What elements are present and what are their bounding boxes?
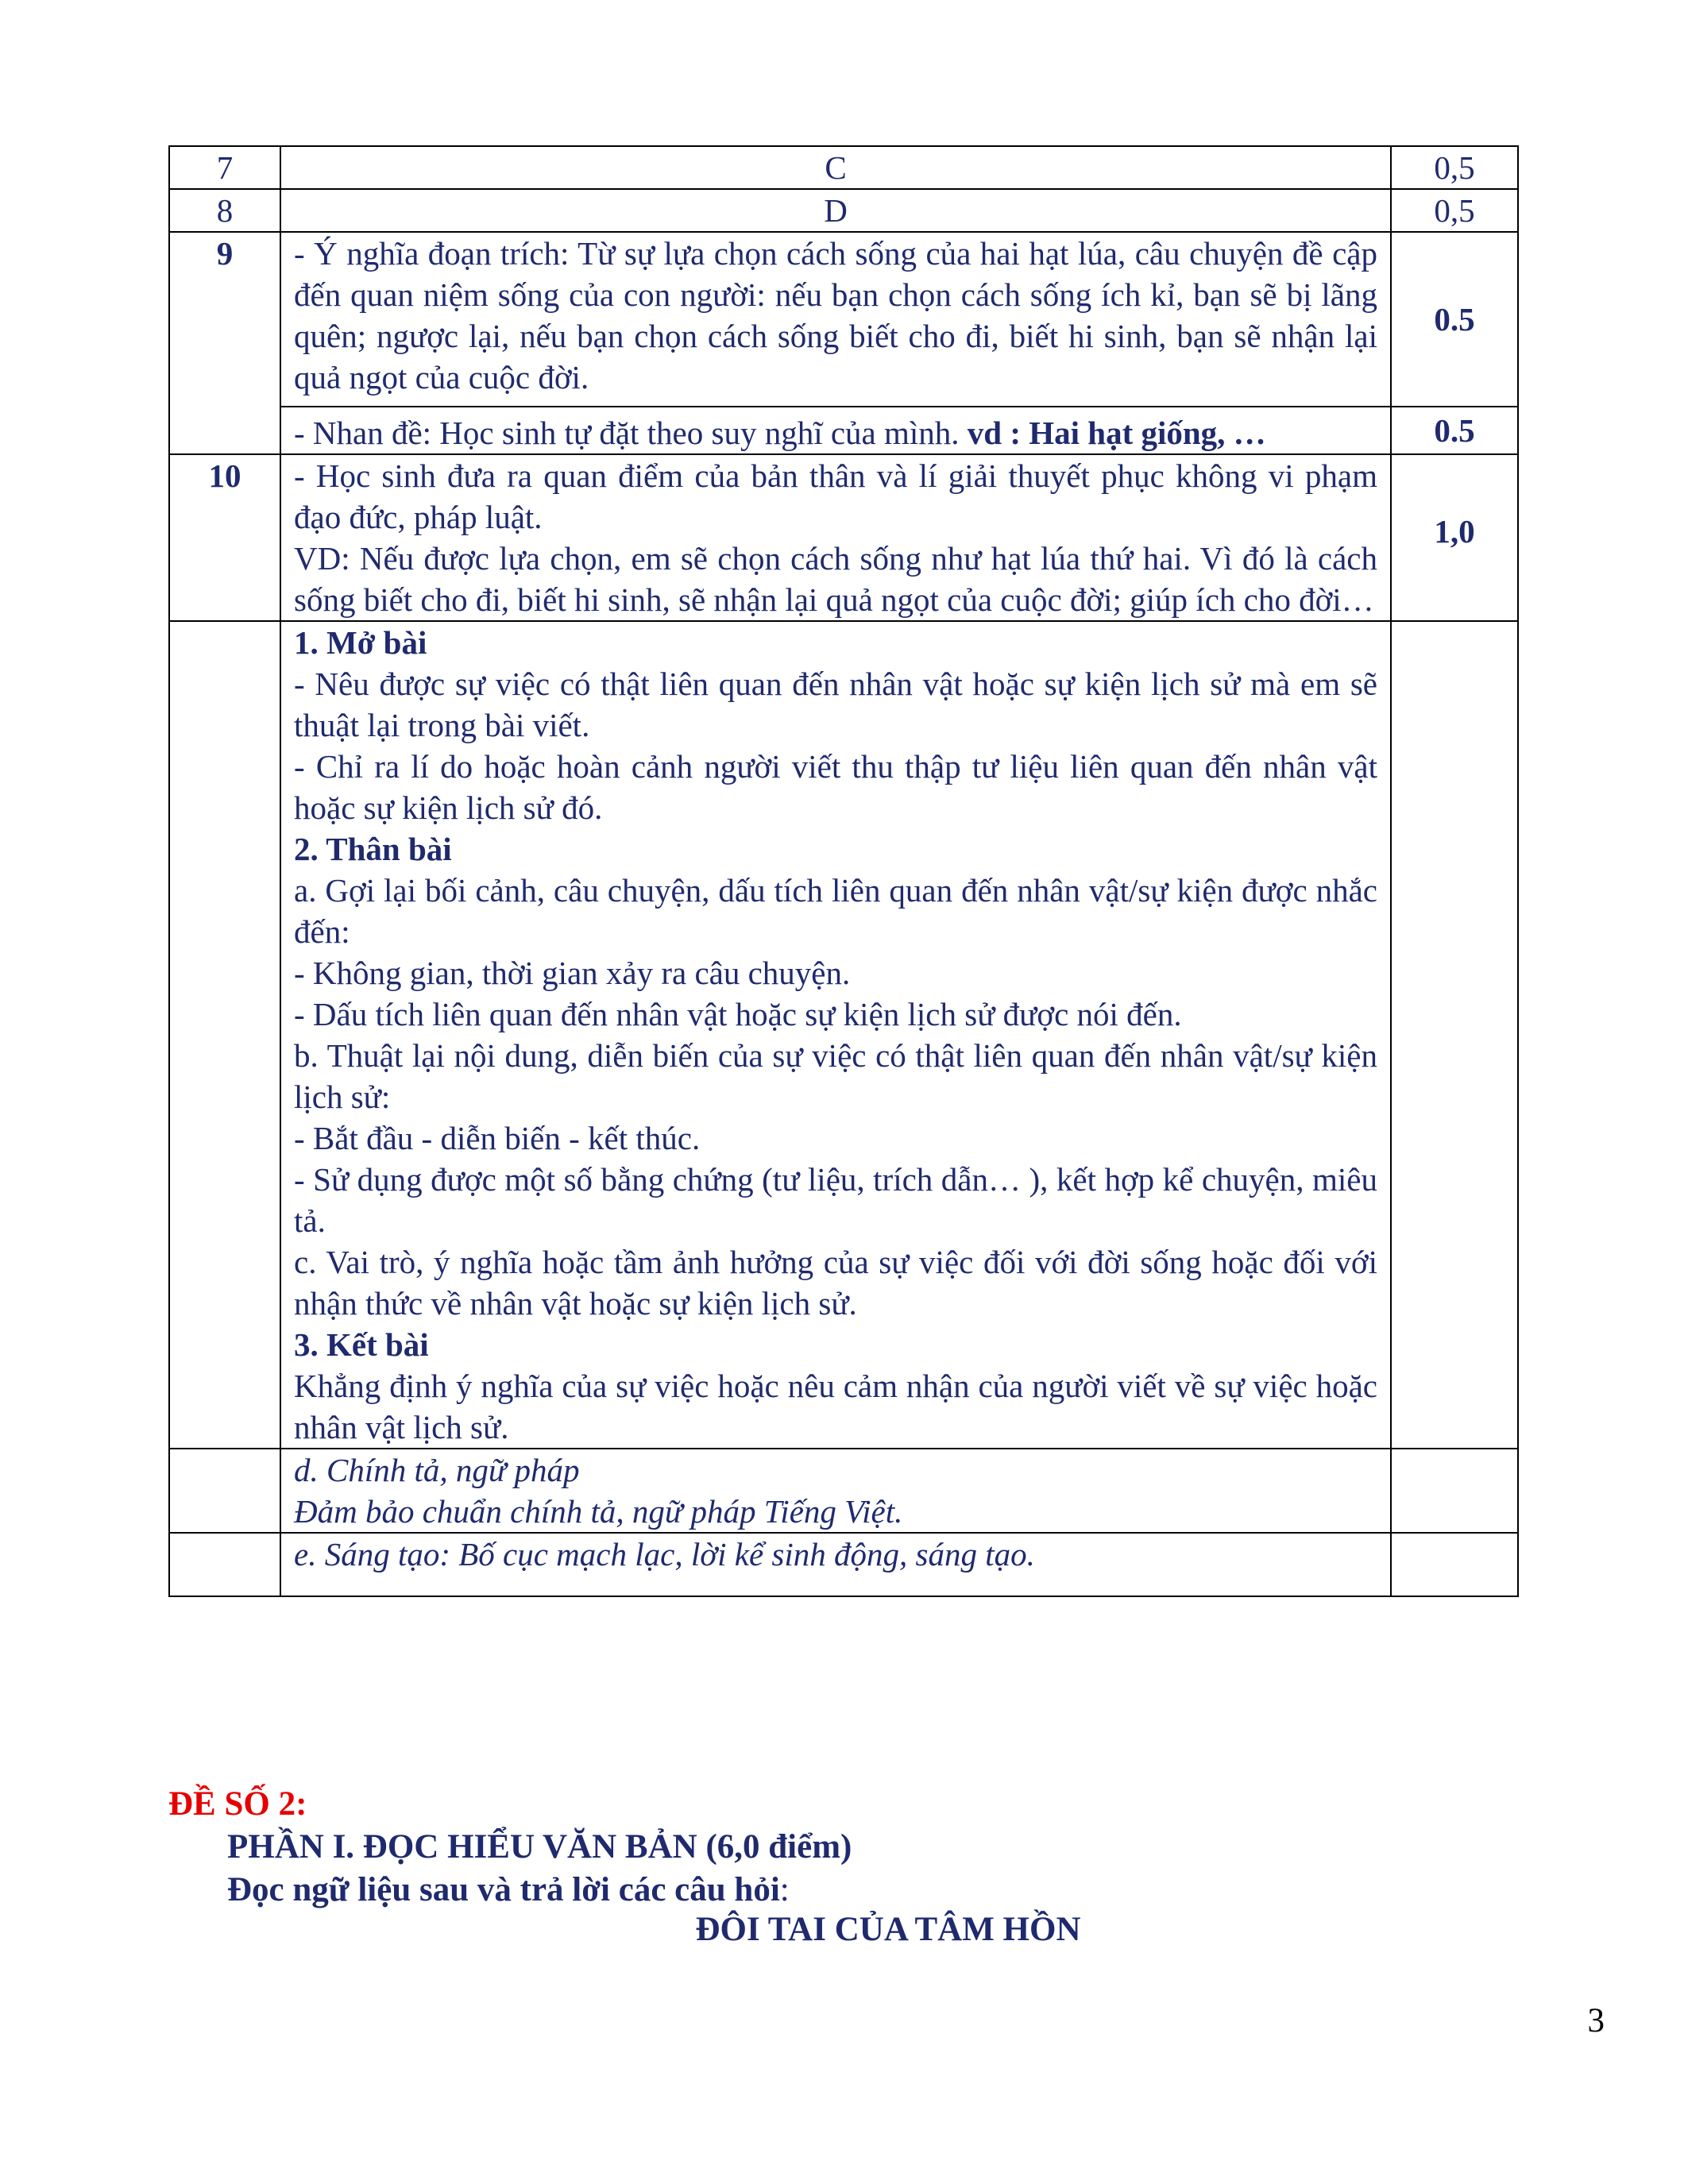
question-number: 10: [169, 454, 280, 621]
table-row: [169, 189, 1518, 232]
outline-line: - Nêu được sự việc có thật liên quan đến nhân vật hoặc sự kiện lịch sử mà em sẽ thuật lại trong bài viết.: [294, 666, 1377, 743]
outline-line: - Chỉ ra lí do hoặc hoàn cảnh người viết thu thập tư liệu liên quan đến nhân vật hoặc sự kiện lịch sử đó.: [294, 748, 1377, 826]
table-row: [169, 232, 1518, 407]
question-number: 8: [169, 189, 280, 232]
answer-content: - Ý nghĩa đoạn trích: Từ sự lựa chọn cách sống của hai hạt lúa, câu chuyện đề cập đến quan niệm sống của con người: nếu bạn chọn cách sống ích kỉ, bạn sẽ bị lãng quên; ngược lại, nếu bạn chọn cách sống biết cho đi, biết hi sinh, bạn sẽ nhận lại quả ngọt của cuộc đời.: [280, 232, 1391, 407]
score-cell: 0.5: [1391, 407, 1518, 454]
score-cell: 0.5: [1391, 232, 1518, 407]
score-cell: 0,5: [1391, 189, 1518, 232]
outline-line: c. Vai trò, ý nghĩa hoặc tầm ảnh hưởng của sự việc đối với đời sống hoặc đối với nhận thức về nhân vật hoặc sự kiện lịch sử.: [294, 1244, 1377, 1322]
part-title: PHẦN I. ĐỌC HIỂU VĂN BẢN (6,0 điểm): [227, 1828, 852, 1866]
criteria-cell: [280, 1533, 1391, 1596]
question-number: [169, 621, 280, 1449]
outline-line: a. Gợi lại bối cảnh, câu chuyện, dấu tích liên quan đến nhân vật/sự kiện được nhắc đến:: [294, 872, 1377, 950]
score-cell: 1,0: [1391, 454, 1518, 621]
score-cell: 0,5: [1391, 146, 1518, 189]
table-row: [169, 1533, 1518, 1596]
criteria-line: Đảm bảo chuẩn chính tả, ngữ pháp Tiếng Việt.: [294, 1493, 903, 1530]
question-number: [169, 1449, 280, 1533]
answer-line: VD: Nếu được lựa chọn, em sẽ chọn cách sống như hạt lúa thứ hai. Vì đó là cách sống biết cho đi, biết hi sinh, sẽ nhận lại quả ngọt của cuộc đời; giúp ích cho đời…: [294, 540, 1377, 618]
question-number: [169, 1533, 280, 1596]
outline-heading: 1. Mở bài: [294, 624, 427, 661]
answer-content: D: [280, 189, 1391, 232]
answer-content: [280, 454, 1391, 621]
outline-line: Khẳng định ý nghĩa của sự việc hoặc nêu cảm nhận của người viết về sự việc hoặc nhân vật lịch sử.: [294, 1368, 1377, 1445]
outline-line: - Không gian, thời gian xảy ra câu chuyện.: [294, 955, 851, 991]
outline-heading: 2. Thân bài: [294, 831, 452, 867]
title-instruction: - Nhan đề: Học sinh tự đặt theo suy nghĩ của mình.: [294, 415, 968, 451]
instruction-text: Đọc ngữ liệu sau và trả lời các câu hỏi: [227, 1871, 780, 1908]
criteria-cell: [280, 1449, 1391, 1533]
page-number: 3: [1587, 2002, 1605, 2039]
instruction-colon: :: [779, 1871, 790, 1908]
outline-line: - Dấu tích liên quan đến nhân vật hoặc sự kiện lịch sử được nói đến.: [294, 996, 1182, 1032]
question-number: 7: [169, 146, 280, 189]
criteria-line: e. Sáng tạo: Bố cục mạch lạc, lời kể sinh động, sáng tạo.: [294, 1536, 1035, 1572]
answer-table: [168, 145, 1519, 1597]
table-row: [169, 1449, 1518, 1533]
outline-line: b. Thuật lại nội dung, diễn biến của sự việc có thật liên quan đến nhân vật/sự kiện lịch sử:: [294, 1037, 1377, 1115]
exam-number-heading: ĐỀ SỐ 2:: [168, 1785, 307, 1823]
answer-line: - Học sinh đưa ra quan điểm của bản thân và lí giải thuyết phục không vi phạm đạo đức, pháp luật.: [294, 457, 1377, 535]
essay-outline: [280, 621, 1391, 1449]
answer-content: C: [280, 146, 1391, 189]
reading-title: ĐÔI TAI CỦA TÂM HỒN: [695, 1911, 1081, 1948]
table-row: [169, 454, 1518, 621]
answer-content: [280, 407, 1391, 454]
title-example: vd : Hai hạt giống, …: [967, 415, 1266, 451]
score-cell: [1391, 1449, 1518, 1533]
score-cell: [1391, 621, 1518, 1449]
outline-line: - Bắt đầu - diễn biến - kết thúc.: [294, 1120, 701, 1156]
table-row: [169, 621, 1518, 1449]
score-cell: [1391, 1533, 1518, 1596]
question-number: 9: [169, 232, 280, 454]
table-row: [169, 407, 1518, 454]
exam-section: [168, 1783, 852, 1912]
outline-line: - Sử dụng được một số bằng chứng (tư liệu, trích dẫn… ), kết hợp kể chuyện, miêu tả.: [294, 1161, 1377, 1239]
table-row: [169, 146, 1518, 189]
criteria-line: d. Chính tả, ngữ pháp: [294, 1452, 580, 1488]
instruction: [168, 1869, 852, 1912]
outline-heading: 3. Kết bài: [294, 1326, 429, 1363]
